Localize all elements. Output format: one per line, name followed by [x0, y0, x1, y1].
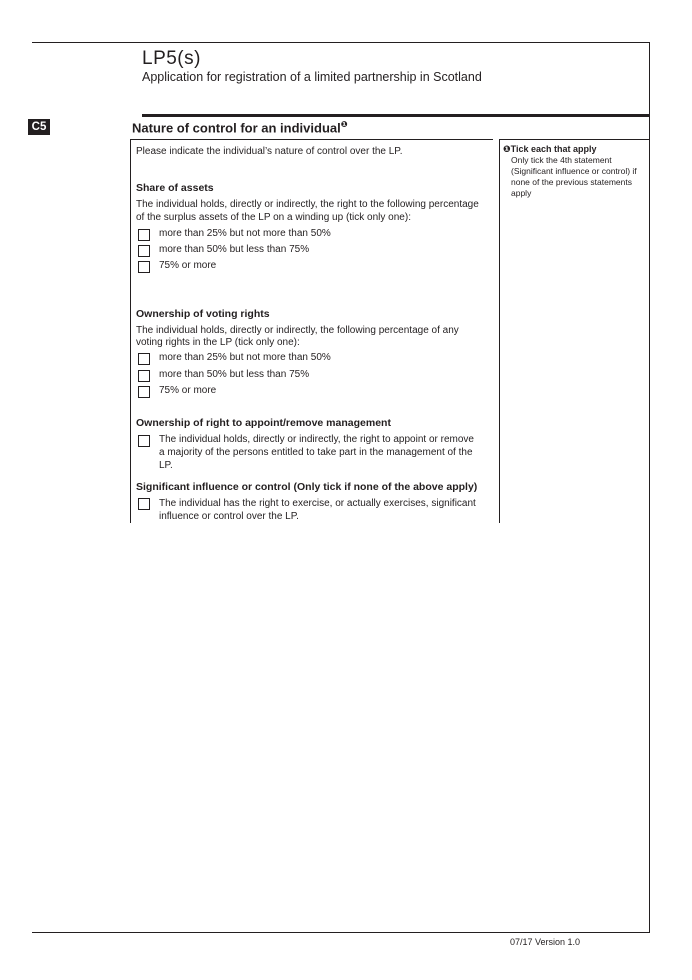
- assets-option-3-label: 75% or more: [159, 260, 217, 271]
- form-title: Application for registration of a limited partnership in Scotland: [142, 70, 482, 84]
- side-note: [503, 144, 645, 199]
- version-label: 07/17 Version 1.0: [510, 937, 581, 947]
- voting-rights-heading: Ownership of voting rights: [136, 308, 270, 320]
- assets-option-2-label: more than 50% but less than 75%: [159, 244, 310, 255]
- voting-option-2-label: more than 50% but less than 75%: [159, 369, 310, 380]
- side-note-marker: ❶: [503, 144, 511, 154]
- assets-option-3-checkbox[interactable]: [138, 261, 150, 273]
- voting-option-3-checkbox[interactable]: [138, 386, 150, 398]
- side-note-heading: [503, 144, 645, 155]
- significant-influence-line-1: The individual has the right to exercise, or actually exercises, significant: [159, 498, 476, 509]
- side-note-heading-text: Tick each that apply: [510, 144, 597, 154]
- form-box-left-border: [130, 139, 131, 523]
- title-underline: [130, 139, 493, 140]
- form-code: LP5(s): [142, 48, 201, 69]
- section-header-bar: [142, 114, 650, 117]
- section-tag: C5: [28, 119, 50, 135]
- significant-influence-checkbox[interactable]: [138, 498, 150, 510]
- appoint-remove-line-1: The individual holds, directly or indirectly, the right to appoint or remove: [159, 434, 474, 445]
- appoint-remove-line-3: LP.: [159, 460, 173, 471]
- share-of-assets-heading: Share of assets: [136, 182, 214, 194]
- voting-option-1-checkbox[interactable]: [138, 353, 150, 365]
- form-box-divider: [499, 139, 500, 523]
- top-rule: [32, 42, 650, 43]
- voting-rights-desc-1: The individual holds, directly or indirectly, the following percentage of any: [136, 325, 459, 336]
- assets-option-2-checkbox[interactable]: [138, 245, 150, 257]
- note-marker: ❶: [340, 120, 348, 129]
- voting-option-2-checkbox[interactable]: [138, 370, 150, 382]
- side-note-line-4: apply: [511, 188, 532, 198]
- voting-rights-desc-2: voting rights in the LP (tick only one):: [136, 337, 300, 348]
- appoint-remove-line-2: a majority of the persons entitled to take part in the management of the: [159, 447, 473, 458]
- intro-text: Please indicate the individual’s nature of control over the LP.: [136, 146, 403, 157]
- significant-influence-line-2: influence or control over the LP.: [159, 511, 299, 522]
- appoint-remove-checkbox[interactable]: [138, 435, 150, 447]
- share-of-assets-desc-1: The individual holds, directly or indirectly, the right to the following percentage: [136, 199, 479, 210]
- appoint-remove-heading: Ownership of right to appoint/remove management: [136, 417, 391, 429]
- note-top-border: [499, 139, 650, 140]
- assets-option-1-checkbox[interactable]: [138, 229, 150, 241]
- section-title: [132, 120, 348, 135]
- assets-option-1-label: more than 25% but not more than 50%: [159, 228, 331, 239]
- right-rule: [649, 42, 650, 932]
- voting-option-3-label: 75% or more: [159, 385, 217, 396]
- significant-influence-heading: Significant influence or control (Only tick if none of the above apply): [136, 481, 478, 493]
- share-of-assets-desc-2: of the surplus assets of the LP on a winding up (tick only one):: [136, 212, 411, 223]
- section-title-text: Nature of control for an individual: [132, 120, 341, 136]
- side-note-line-2: (Significant influence or control) if: [511, 166, 637, 176]
- bottom-rule: [32, 932, 650, 933]
- side-note-line-1: Only tick the 4th statement: [511, 155, 612, 165]
- side-note-line-3: none of the previous statements: [511, 177, 632, 187]
- voting-option-1-label: more than 25% but not more than 50%: [159, 352, 331, 363]
